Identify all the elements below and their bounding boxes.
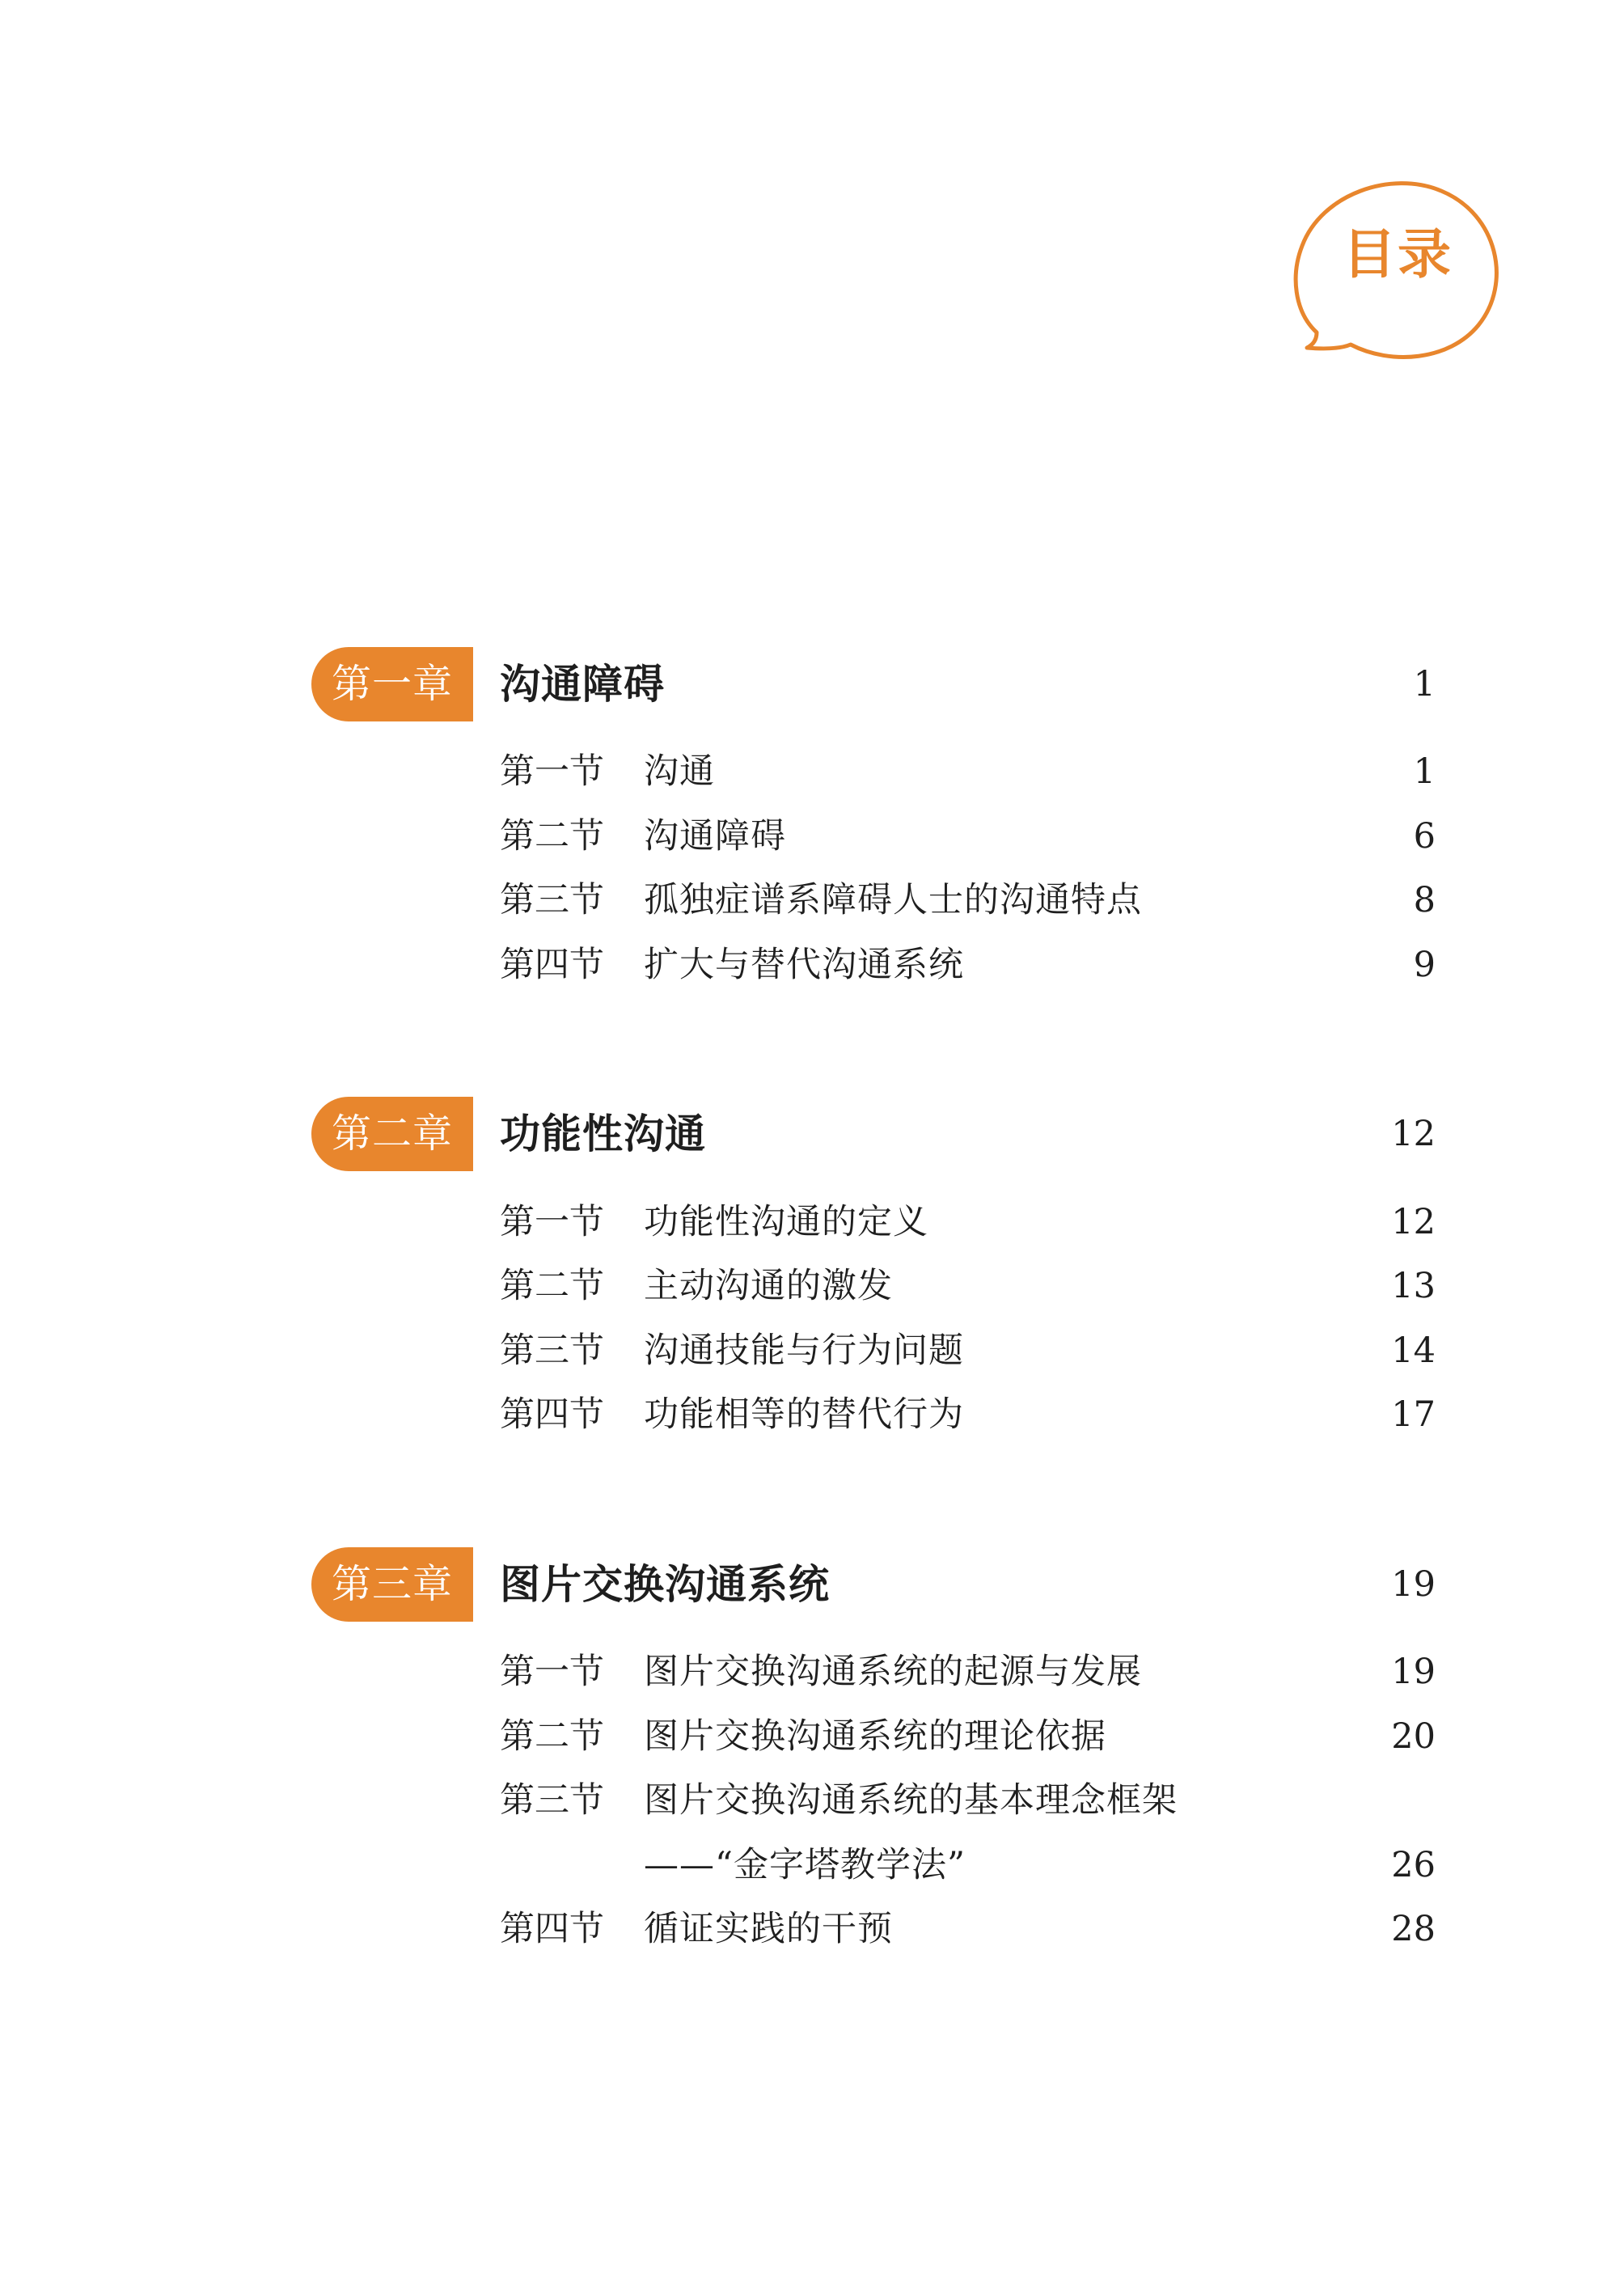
section-row[interactable] [0, 1711, 1624, 1762]
section-title: 功能相等的替代行为 [644, 1394, 964, 1435]
page-title: 目录 [1343, 223, 1453, 286]
chapter-title: 沟通障碍 [500, 660, 665, 708]
section-row[interactable] [0, 810, 1624, 862]
section-row[interactable] [0, 874, 1624, 926]
section-label: 第三节 [500, 1780, 604, 1821]
section-label: 第一节 [500, 1202, 604, 1242]
section-row[interactable] [0, 1903, 1624, 1955]
section-row[interactable] [0, 746, 1624, 797]
section-label: 第四节 [500, 1394, 604, 1435]
section-title: 功能性沟通的定义 [644, 1202, 928, 1242]
section-page-number: 17 [1391, 1394, 1436, 1435]
chapter-page-number: 19 [1391, 1564, 1436, 1605]
section-label: 第三节 [500, 1331, 604, 1371]
section-row[interactable] [0, 1325, 1624, 1377]
section-page-number: 12 [1391, 1202, 1436, 1242]
chapter-row[interactable] [0, 1097, 1624, 1171]
section-title: 图片交换沟通系统的理论依据 [644, 1716, 1106, 1757]
section-page-number: 1 [1413, 751, 1436, 792]
section-title: 沟通 [644, 751, 715, 792]
section-title: 主动沟通的激发 [644, 1266, 893, 1306]
section-title: 孤独症谱系障碍人士的沟通特点 [644, 880, 1142, 920]
chapter-row[interactable] [0, 647, 1624, 721]
section-label: 第三节 [500, 880, 604, 920]
section-label: 第二节 [500, 816, 604, 857]
section-page-number: 13 [1391, 1266, 1436, 1306]
section-title: 图片交换沟通系统的基本理念框架 [644, 1780, 1178, 1821]
section-title: 循证实践的干预 [644, 1909, 893, 1949]
chapter-number-badge: 第一章 [311, 647, 473, 721]
section-row[interactable] [0, 1839, 1624, 1891]
section-title: 沟通技能与行为问题 [644, 1331, 964, 1371]
chapter-row[interactable] [0, 1547, 1624, 1622]
toc-heading-bubble [1270, 162, 1512, 364]
section-title: ——“金字塔教学法” [644, 1845, 966, 1885]
chapter-title: 功能性沟通 [500, 1110, 706, 1157]
chapter-page-number: 12 [1391, 1114, 1436, 1154]
chapter-title: 图片交换沟通系统 [500, 1560, 830, 1608]
section-row[interactable] [0, 1389, 1624, 1441]
section-label: 第四节 [500, 945, 604, 985]
chapter-page-number: 1 [1413, 664, 1436, 704]
section-page-number: 6 [1413, 816, 1436, 857]
section-label: 第二节 [500, 1716, 604, 1757]
section-label: 第二节 [500, 1266, 604, 1306]
section-title: 扩大与替代沟通系统 [644, 945, 964, 985]
chapter-number-badge: 第三章 [311, 1547, 473, 1622]
section-row[interactable] [0, 1260, 1624, 1312]
section-label: 第一节 [500, 751, 604, 792]
section-title: 沟通障碍 [644, 816, 786, 857]
section-page-number: 14 [1391, 1331, 1436, 1371]
section-row[interactable] [0, 939, 1624, 991]
section-page-number: 8 [1413, 880, 1436, 920]
chapter-number-badge: 第二章 [311, 1097, 473, 1171]
section-row[interactable] [0, 1646, 1624, 1698]
section-page-number: 19 [1391, 1652, 1436, 1692]
section-page-number: 28 [1391, 1909, 1436, 1949]
section-row[interactable] [0, 1775, 1624, 1826]
section-page-number: 20 [1391, 1716, 1436, 1757]
section-page-number: 26 [1391, 1845, 1436, 1885]
section-row[interactable] [0, 1196, 1624, 1248]
section-title: 图片交换沟通系统的起源与发展 [644, 1652, 1142, 1692]
section-label: 第四节 [500, 1909, 604, 1949]
section-label: 第一节 [500, 1652, 604, 1692]
section-page-number: 9 [1413, 945, 1436, 985]
